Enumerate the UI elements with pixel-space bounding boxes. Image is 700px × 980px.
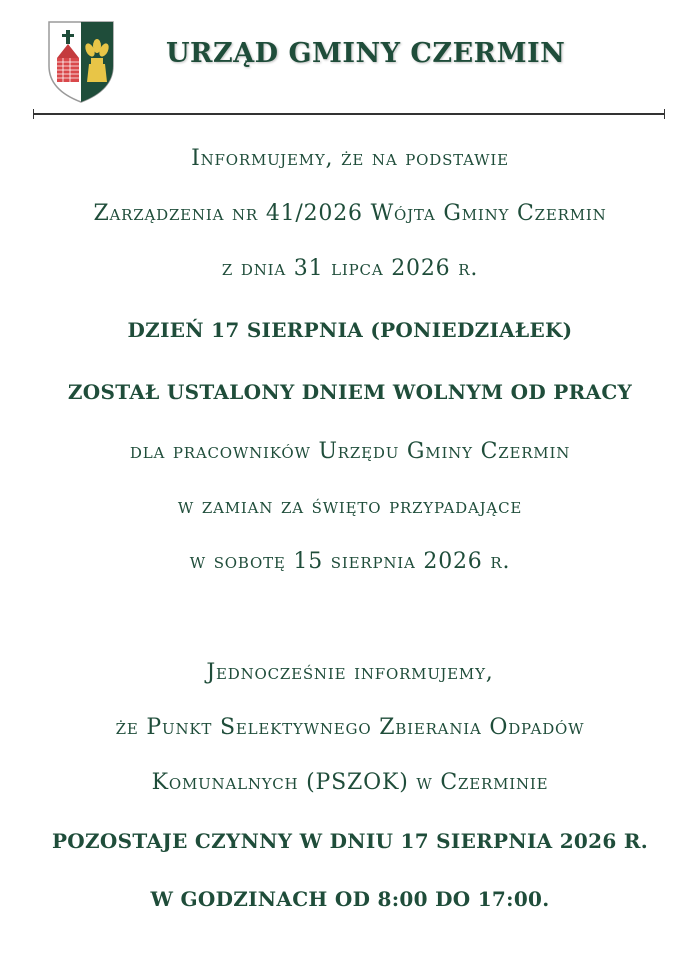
highlight-line: POZOSTAJE CZYNNY W DNIU 17 SIERPNIA 2026 R. (51, 829, 649, 853)
text-line: Zarządzenia nr 41/2026 Wójta Gminy Czermin (93, 201, 607, 226)
text-line: dla pracowników Urzędu Gminy Czermin (129, 439, 571, 464)
header (0, 0, 700, 120)
text-line: Informujemy, że na podstawie (191, 146, 509, 171)
highlight-line: DZIEŃ 17 SIERPNIA (PONIEDZIAŁEK) (127, 318, 573, 342)
page-title: URZĄD GMINY CZERMIN (166, 38, 566, 69)
text-line: Komunalnych (PSZOK) w Czerminie (151, 770, 549, 795)
text-line: w zamian za święto przypadające (177, 494, 523, 519)
highlight-line: ZOSTAŁ USTALONY DNIEM WOLNYM OD PRACY (67, 380, 633, 404)
divider (33, 113, 665, 115)
text-line: z dnia 31 lipca 2026 r. (221, 256, 479, 281)
highlight-line: W GODZINACH OD 8:00 DO 17:00. (150, 887, 550, 911)
text-line: że Punkt Selektywnego Zbierania Odpadów (115, 715, 585, 740)
coat-of-arms-icon (47, 20, 115, 104)
text-line: w sobotę 15 sierpnia 2026 r. (189, 549, 511, 574)
text-line: Jednocześnie informujemy, (206, 660, 494, 685)
